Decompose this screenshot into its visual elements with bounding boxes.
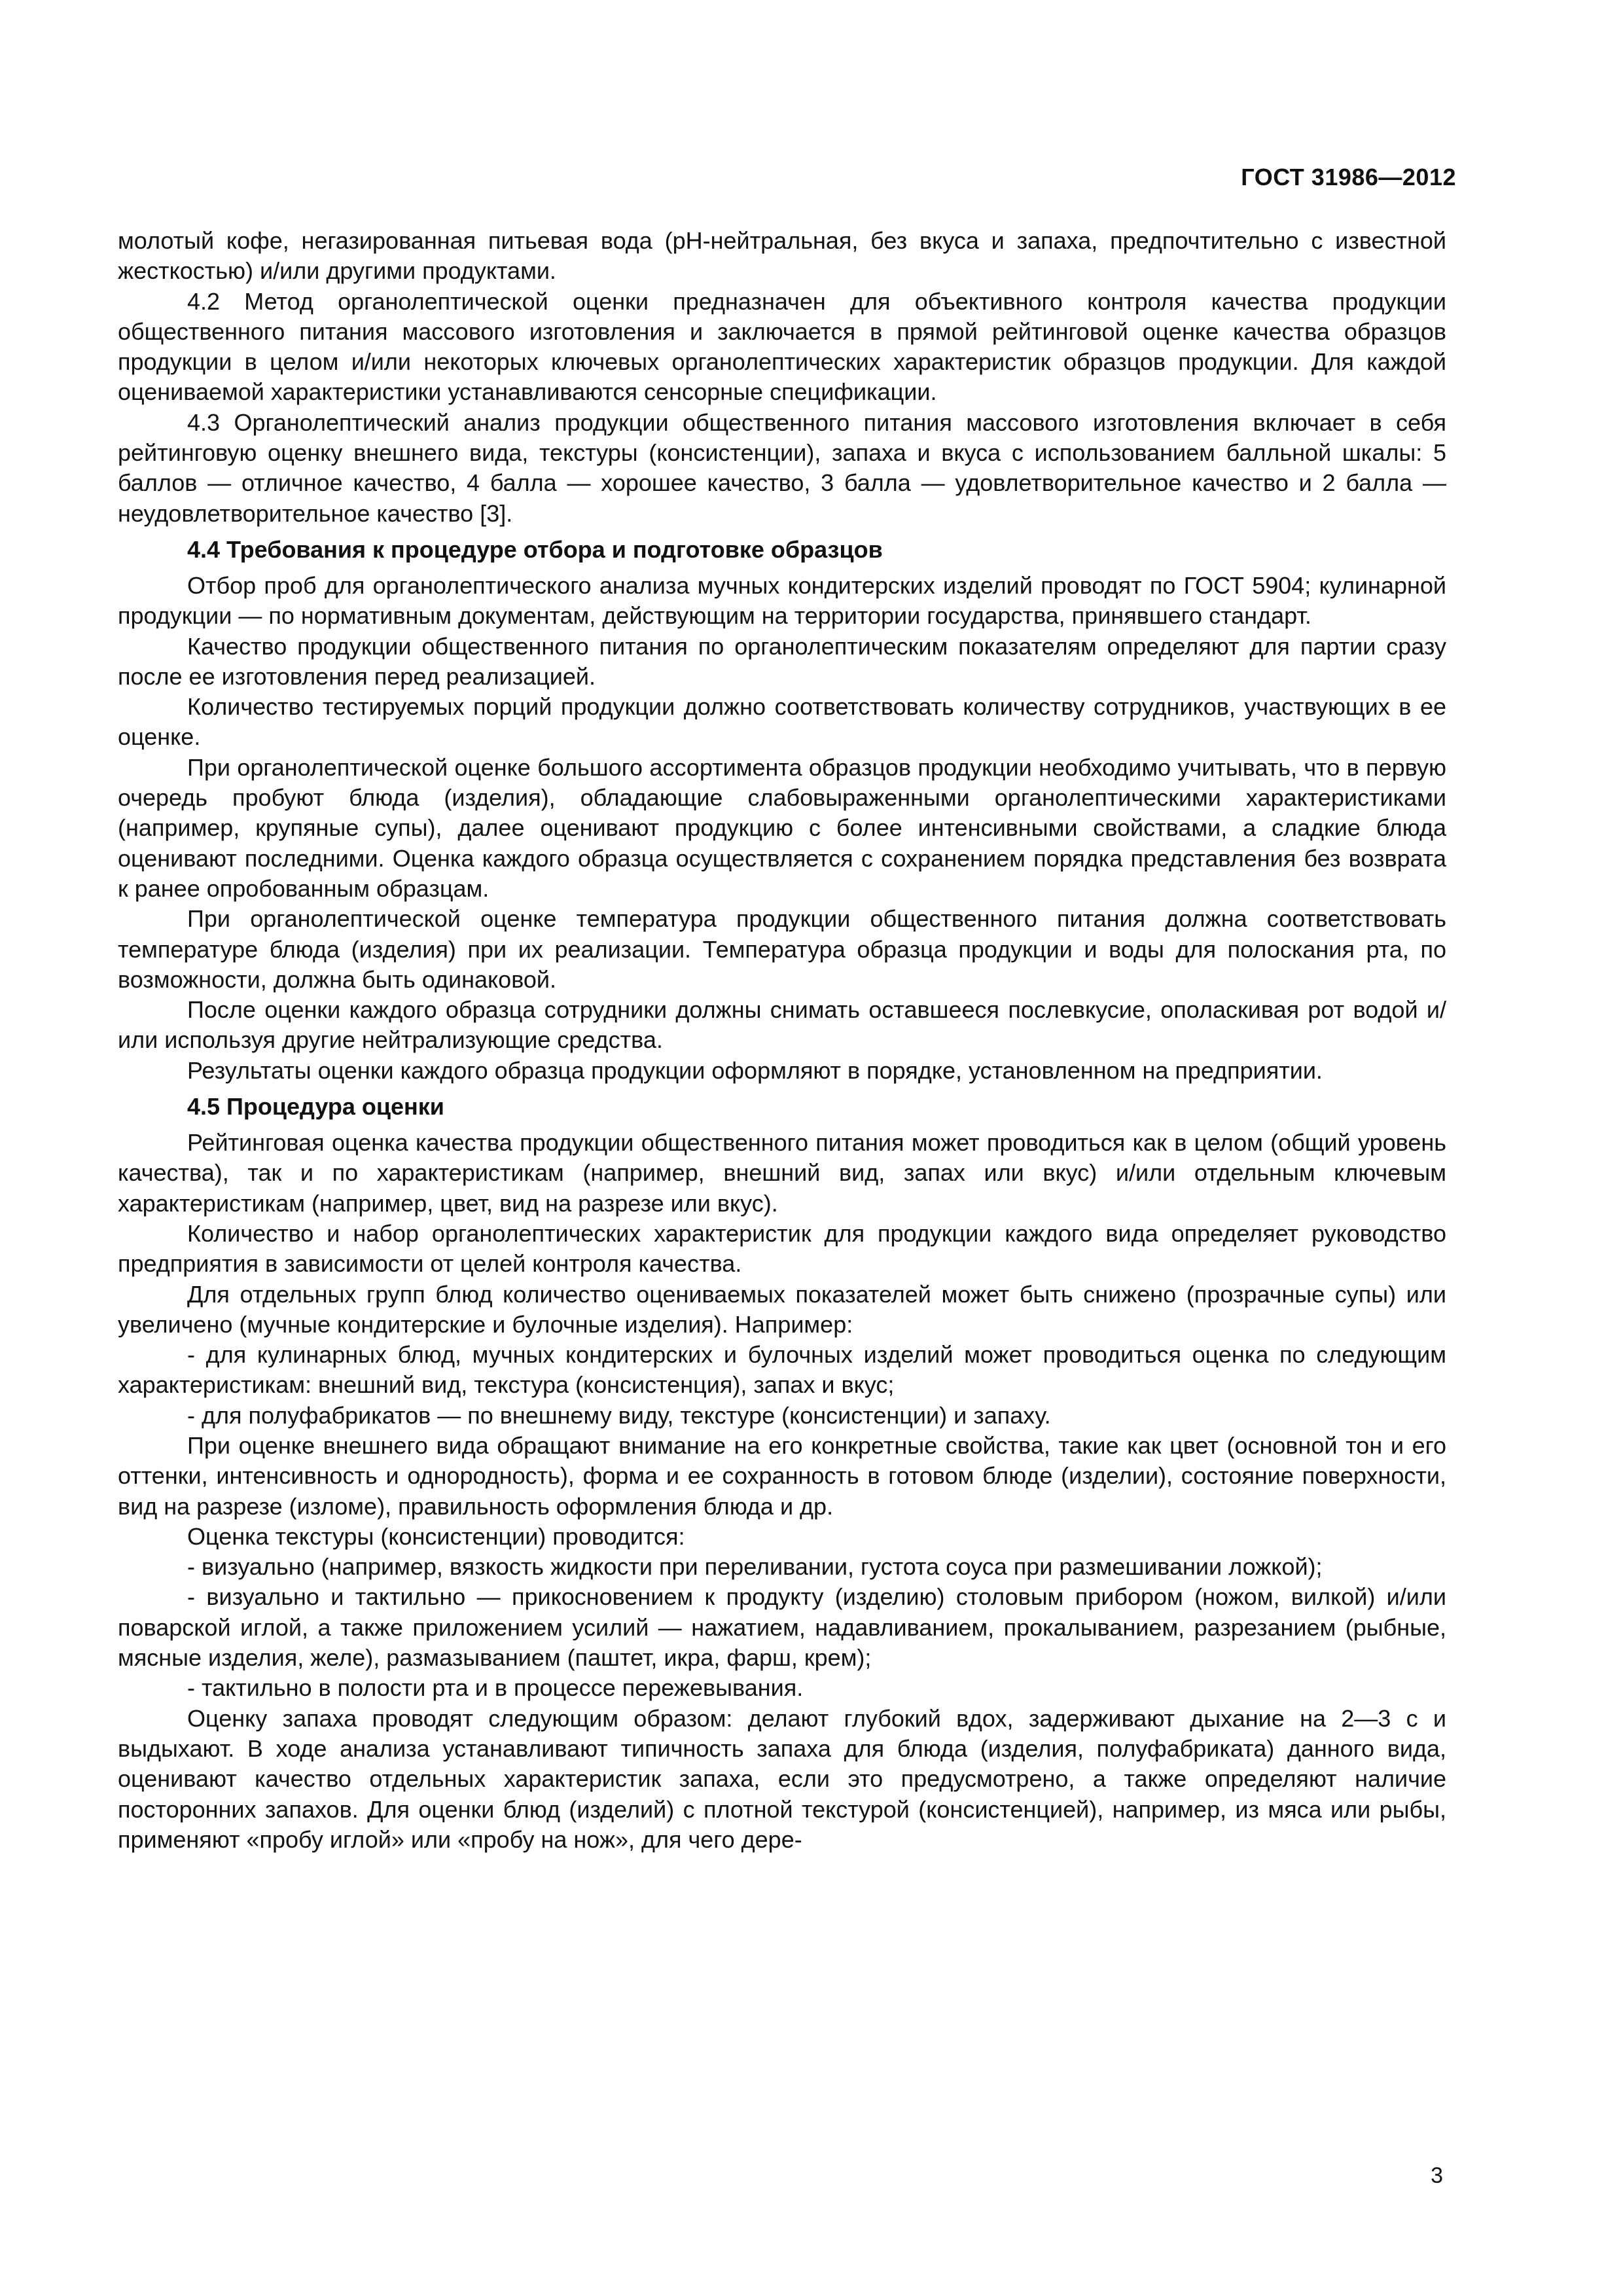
paragraph: Качество продукции общественного питания по органолептическим показателям определяют для партии сразу после ее изготовления перед реализацией. bbox=[118, 632, 1446, 690]
paragraph: Оценку запаха проводят следующим образом: делают глубокий вдох, задерживают дыхание на 2—3 с и выдыхают. В ходе анализа устанавливают типичность запаха для блюда (изделия, полуфабриката) данного вида, оценивают качество отдельных характеристик запаха, если это предусмотрено, а также определяют наличие посторонних запахов. Для оценки блюд (изделий) с плотной текстурой (консистенцией), например, из мяса или рыбы, применяют «пробу иглой» или «пробу на нож», для чего дере- bbox=[118, 1704, 1446, 1853]
paragraph-4-3: 4.3 Органолептический анализ продукции общественного питания массового изготовления включает в себя рейтинговую оценку внешнего вида, текстуры (консистенции), запаха и вкуса с использованием балльной шкалы: 5 баллов — отличное качество, 4 балла — хорошее качество, 3 балла — удовлетворительное качество и 2 балла — неудовлетворительное качество [3]. bbox=[118, 408, 1446, 527]
list-item: - для кулинарных блюд, мучных кондитерских и булочных изделий может проводиться оценка по следующим характеристикам: внешний вид, текстура (консистенция), запах и вкус; bbox=[118, 1341, 1446, 1399]
paragraph-4-2: 4.2 Метод органолептической оценки предназначен для объективного контроля качества продукции общественного питания массового изготовления и заключается в прямой рейтинговой оценке качества образцов продукции в целом и/или некоторых ключевых органолептических характеристик образцов продукции. Для каждой оцениваемой характеристики устанавливаются сенсорные спецификации. bbox=[118, 287, 1446, 406]
page-number: 3 bbox=[1431, 2163, 1443, 2188]
list-item: - визуально (например, вязкость жидкости при переливании, густота соуса при размешивании ложкой); bbox=[187, 1553, 1323, 1581]
list-item: - тактильно в полости рта и в процессе пережевывания. bbox=[187, 1674, 804, 1702]
paragraph: Количество тестируемых порций продукции должно соответствовать количеству сотрудников, участвующих в ее оценке. bbox=[118, 693, 1446, 751]
paragraph: При органолептической оценке температура продукции общественного питания должна соответствовать температуре блюда (изделия) при их реализации. Температура образца продукции и воды для полоскания рта, по возможности, должна быть одинаковой. bbox=[118, 905, 1446, 993]
paragraph: Оценка текстуры (консистенции) проводится: bbox=[187, 1522, 685, 1550]
document-id-header: ГОСТ 31986—2012 bbox=[1241, 164, 1456, 190]
paragraph: Количество и набор органолептических характеристик для продукции каждого вида определяет руководство предприятия в зависимости от целей контроля качества. bbox=[118, 1219, 1446, 1278]
section-heading-4-5: 4.5 Процедура оценки bbox=[187, 1093, 444, 1121]
list-item: - для полуфабрикатов — по внешнему виду, текстуре (консистенции) и запаху. bbox=[187, 1401, 1051, 1429]
list-item: - визуально и тактильно — прикосновением к продукту (изделию) столовым прибором (ножом, вилкой) и/или поварской иглой, а также приложением усилий — нажатием, надавливанием, прокалыванием, разрезанием (рыбные, мясные изделия, желе), размазыванием (паштет, икра, фарш, крем); bbox=[118, 1583, 1446, 1672]
paragraph: Отбор проб для органолептического анализа мучных кондитерских изделий проводят по ГОСТ 5904; кулинарной продукции — по нормативным документам, действующим на территории государства, принявшего стандарт. bbox=[118, 571, 1446, 630]
section-heading-4-4: 4.4 Требования к процедуре отбора и подготовке образцов bbox=[187, 535, 883, 563]
paragraph: При органолептической оценке большого ассортимента образцов продукции необходимо учитывать, что в первую очередь пробуют блюда (изделия), обладающие слабовыраженными органолептическими характеристиками (например, крупяные супы), далее оценивают продукцию с более интенсивными свойствами, а сладкие блюда оценивают последними. Оценка каждого образца осуществляется с сохранением порядка представления без возврата к ранее опробованным образцам. bbox=[118, 753, 1446, 902]
page-body bbox=[118, 226, 1446, 1855]
paragraph: Рейтинговая оценка качества продукции общественного питания может проводиться как в целом (общий уровень качества), так и по характеристикам (например, внешний вид, запах или вкус) и/или отдельным ключевым характеристикам (например, цвет, вид на разрезе или вкус). bbox=[118, 1129, 1446, 1217]
paragraph: Результаты оценки каждого образца продукции оформляют в порядке, установленном на предприятии. bbox=[187, 1056, 1323, 1084]
paragraph: Для отдельных групп блюд количество оцениваемых показателей может быть снижено (прозрачные супы) или увеличено (мучные кондитерские и булочные изделия). Например: bbox=[118, 1280, 1446, 1338]
paragraph: При оценке внешнего вида обращают внимание на его конкретные свойства, такие как цвет (основной тон и его оттенки, интенсивность и однородность), форма и ее сохранность в готовом блюде (изделии), состояние поверхности, вид на разрезе (изломе), правильность оформления блюда и др. bbox=[118, 1431, 1446, 1520]
paragraph: После оценки каждого образца сотрудники должны снимать оставшееся послевкусие, ополаскивая рот водой и/или используя другие нейтрализующие средства. bbox=[118, 996, 1446, 1054]
paragraph-continuation: молотый кофе, негазированная питьевая вода (pH-нейтральная, без вкуса и запаха, предпочтительно с известной жесткостью) и/или другими продуктами. bbox=[118, 227, 1446, 285]
